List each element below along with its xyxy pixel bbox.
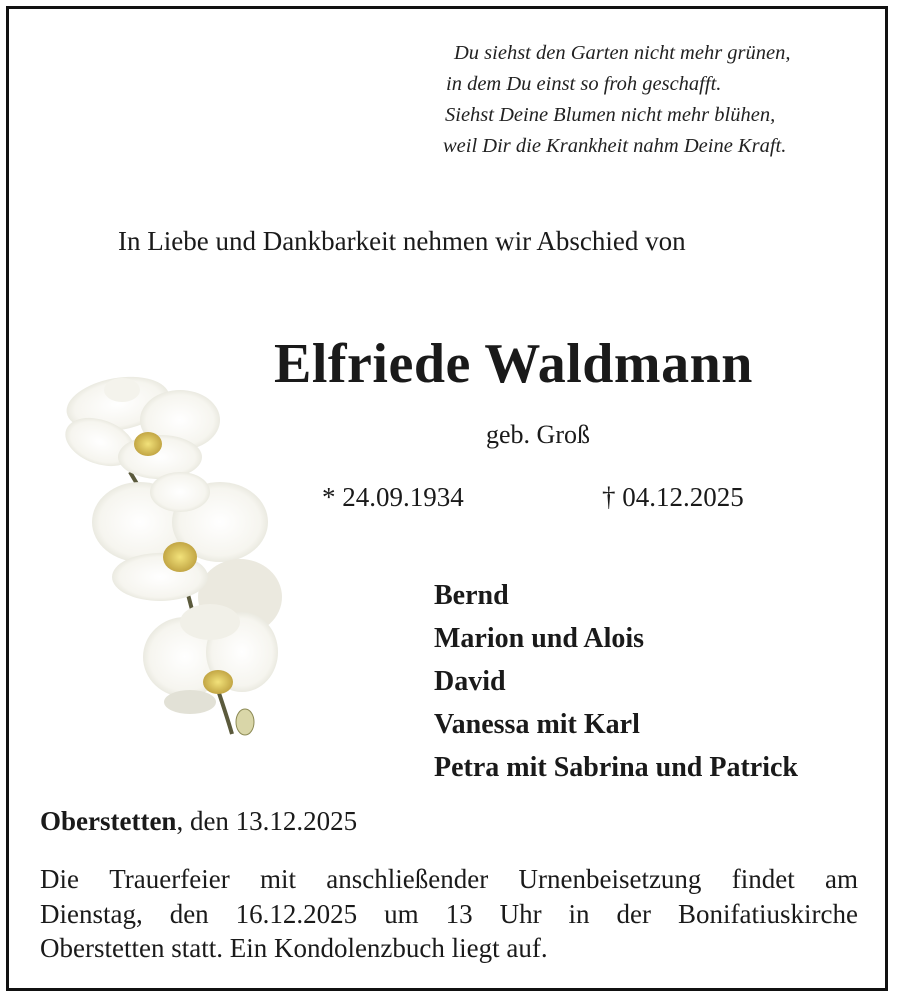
word: Die — [40, 864, 79, 894]
family-list — [434, 574, 798, 789]
deceased-name: Elfriede Waldmann — [274, 333, 753, 395]
place-name: Oberstetten — [40, 806, 177, 836]
funeral-info — [40, 862, 860, 966]
word: Trauerfeier — [109, 864, 230, 894]
word: den — [169, 898, 209, 929]
death-date: † 04.12.2025 — [602, 482, 744, 512]
word: Urnenbeisetzung — [518, 864, 702, 894]
word: 16.12.2025 — [235, 898, 358, 929]
family-member: Vanessa mit Karl — [434, 709, 640, 740]
funeral-line-1 — [40, 862, 858, 897]
intro-text: In Liebe und Dankbarkeit nehmen wir Abschied von — [118, 226, 686, 256]
word: 13 — [445, 898, 473, 929]
family-member: David — [434, 666, 506, 697]
family-member: Petra mit Sabrina und Patrick — [434, 752, 798, 783]
date-line: , den 13.12.2025 — [176, 806, 358, 836]
word: findet — [731, 864, 795, 894]
word: mit — [260, 864, 297, 894]
funeral-line-2 — [40, 897, 858, 932]
poem-line: Du siehst den Garten nicht mehr grünen, — [454, 42, 791, 64]
poem-line: Siehst Deine Blumen nicht mehr blühen, — [445, 104, 776, 126]
word: in — [568, 898, 590, 929]
maiden-name: geb. Groß — [486, 420, 590, 449]
family-member: Marion und Alois — [434, 623, 645, 654]
word: Bonifatiuskirche — [677, 898, 858, 929]
word: um — [384, 898, 419, 929]
poem — [438, 38, 868, 162]
place-date — [40, 806, 357, 837]
family-member: Bernd — [434, 580, 509, 611]
birth-date: * 24.09.1934 — [322, 482, 464, 512]
funeral-line-3: Oberstetten statt. Ein Kondolenzbuch liegt auf. — [40, 933, 548, 963]
poem-line: weil Dir die Krankheit nahm Deine Kraft. — [443, 135, 787, 157]
word: Uhr — [499, 898, 542, 929]
word: am — [824, 864, 858, 894]
word: der — [616, 898, 652, 929]
word: Dienstag, — [40, 898, 143, 929]
white-orchid-icon — [60, 372, 310, 752]
word: anschließender — [326, 864, 489, 894]
poem-line: in dem Du einst so froh geschafft. — [446, 73, 722, 95]
